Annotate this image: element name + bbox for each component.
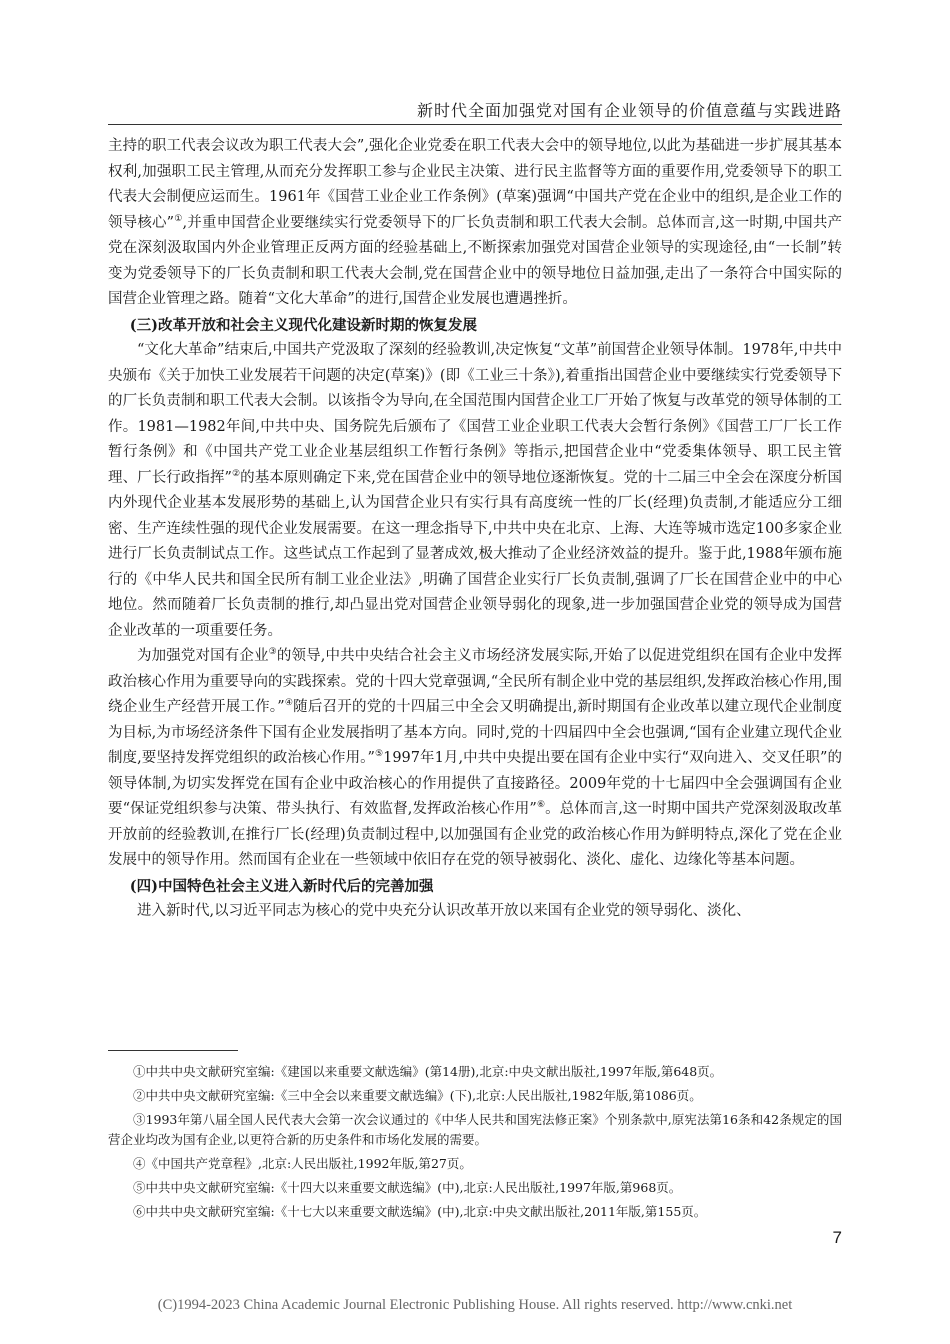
footnote-rule <box>108 1050 238 1051</box>
footnote-6: ⑥中共中央文献研究室编:《十七大以来重要文献选编》(中),北京:中央文献出版社,2011年版,第155页。 <box>133 1204 707 1219</box>
footnote-ref-1[interactable]: ① <box>174 213 183 224</box>
paragraph-2 <box>108 338 842 644</box>
paragraph-3-text-d: 1997年1月,中共中央提出要在国有企业中实行“双向进入、交叉任职”的领导体制,为切实发挥党在国有企业中政治核心的作用提供了直接路径。2009年党的十七届四中全会强调国有企业要“保证党组织参与决策、带头执行、有效监督,发挥政治核心作用” <box>108 750 842 817</box>
footnote-5: ⑤中共中央文献研究室编:《十四大以来重要文献选编》(中),北京:人民出版社,1997年版,第968页。 <box>133 1180 682 1195</box>
paragraph-3-text-e: 。总体而言,这一时期中国共产党深刻汲取改革开放前的经验教训,在推行厂长(经理)负责制过程中,以加强国有企业党的政治核心作用为鲜明特点,深化了党在企业发展中的领导作用。然而国有企业在一些领域中依旧存在党的领导被弱化、淡化、虚化、边缘化等基本问题。 <box>108 801 842 868</box>
paragraph-1-text-b: ,并重申国营企业要继续实行党委领导下的厂长负责制和职工代表大会制。总体而言,这一时期,中国共产党在深刻汲取国内外企业管理正反两方面的经验基础上,不断探索加强党对国营企业领导的实现途径,由“一长制”转变为党委领导下的厂长负责制和职工代表大会制,党在国营企业中的领导地位日益加强,走出了一条符合中国实际的国营企业管理之路。随着“文化大革命”的进行,国营企业发展也遭遇挫折。 <box>108 214 842 307</box>
paragraph-3-text-a: 为加强党对国有企业 <box>137 648 269 664</box>
paragraph-3-text-b: 的领导,中共中央结合社会主义市场经济发展实际,开始了以促进党组织在国有企业中发挥政治核心作用为重要导向的实践探索。党的十四大党章强调,“全民所有制企业中党的基层组织,发挥政治核心作用,围绕企业生产经营开展工作。” <box>108 648 842 715</box>
paragraph-4: 进入新时代,以习近平同志为核心的党中央充分认识改革开放以来国有企业党的领导弱化、淡化、 <box>137 903 751 919</box>
footnotes <box>108 1062 842 1226</box>
running-title: 新时代全面加强党对国有企业领导的价值意蕴与实践进路 <box>416 101 842 120</box>
footnote-4: ④《中国共产党章程》,北京:人民出版社,1992年版,第27页。 <box>133 1156 472 1171</box>
footnote-ref-5[interactable]: ⑤ <box>374 749 384 760</box>
paragraph-2-text-b: 的基本原则确定下来,党在国营企业中的领导地位逐渐恢复。党的十二届三中全会在深度分析国内外现代企业基本发展形势的基础上,认为国营企业只有实行具有高度统一性的厂长(经理)负责制,才能适应分工细密、生产连续性强的现代企业发展需要。在这一理念指导下,中共中央在北京、上海、大连等城市选定100多家企业进行厂长负责制试点工作。这些试点工作起到了显著成效,极大推动了企业经济效益的提升。鉴于此,1988年颁布施行的《中华人民共和国全民所有制工业企业法》,明确了国营企业实行厂长负责制,强调了厂长在国营企业中的中心地位。然而随着厂长负责制的推行,却凸显出党对国营企业领导弱化的现象,进一步加强国营企业党的领导成为国营企业改革的一项重要任务。 <box>108 469 842 639</box>
footnote-ref-4[interactable]: ④ <box>284 698 294 709</box>
article-body <box>108 134 842 925</box>
page-number: 7 <box>832 1228 842 1247</box>
footnote-3: ③1993年第八届全国人民代表大会第一次会议通过的《中华人民共和国宪法修正案》个别条款中,原宪法第16条和42条规定的国营企业均改为国有企业,以更符合新的历史条件和市场化发展的需要。 <box>108 1112 842 1147</box>
paragraph-1-text: 主持的职工代表会议改为职工代表大会”,强化企业党委在职工代表大会中的领导地位,以此为基础进一步扩展其基本权利,加强职工民主管理,从而充分发挥职工参与企业民主决策、进行民主监督等方面的重要作用,党委领导下的职工代表大会制便应运而生。1961年《国营工业企业工作条例》(草案)强调“中国共产党在企业中的组织,是企业工作的领导核心” <box>108 138 842 231</box>
footnote-ref-3[interactable]: ③ <box>268 647 277 658</box>
footnote-2: ②中共中央文献研究室编:《三中全会以来重要文献选编》(下),北京:人民出版社,1982年版,第1086页。 <box>133 1088 702 1103</box>
header-rule <box>108 124 842 125</box>
paragraph-3 <box>108 644 842 874</box>
paragraph-1 <box>108 134 842 313</box>
copyright-notice: (C)1994-2023 China Academic Journal Electronic Publishing House. All rights reserved. http://www.cnki.net <box>157 1297 793 1313</box>
footnote-ref-2[interactable]: ② <box>231 468 241 479</box>
footnote-ref-6[interactable]: ⑥ <box>536 800 546 811</box>
section-heading-3: (三)改革开放和社会主义现代化建设新时期的恢复发展 <box>129 316 477 334</box>
section-heading-4: (四)中国特色社会主义进入新时代后的完善加强 <box>129 877 434 895</box>
footnote-1: ①中共中央文献研究室编:《建国以来重要文献选编》(第14册),北京:中央文献出版社,1997年版,第648页。 <box>133 1064 723 1079</box>
paragraph-3-text-c: 随后召开的党的十四届三中全会又明确提出,新时期国有企业改革以建立现代企业制度为目标,为市场经济条件下国有企业发展指明了基本方向。同时,党的十四届四中全会也强调,“国有企业建立现代企业制度,要坚持发挥党组织的政治核心作用。” <box>108 699 842 766</box>
paragraph-2-text: “文化大革命”结束后,中国共产党汲取了深刻的经验教训,决定恢复“文革”前国营企业领导体制。1978年,中共中央颁布《关于加快工业发展若干问题的决定(草案)》(即《工业三十条》),着重指出国营企业中要继续实行党委领导下的厂长负责制和职工代表大会制。以该指令为导向,在全国范围内国营企业工厂开始了恢复与改革党的领导体制的工作。1981—1982年间,中共中央、国务院先后颁布了《国营工业企业职工代表大会暂行条例》《国营工厂厂长工作暂行条例》和《中国共产党工业企业基层组织工作暂行条例》等指示,把国营企业中“党委集体领导、职工民主管理、厂长行政指挥” <box>108 342 842 486</box>
